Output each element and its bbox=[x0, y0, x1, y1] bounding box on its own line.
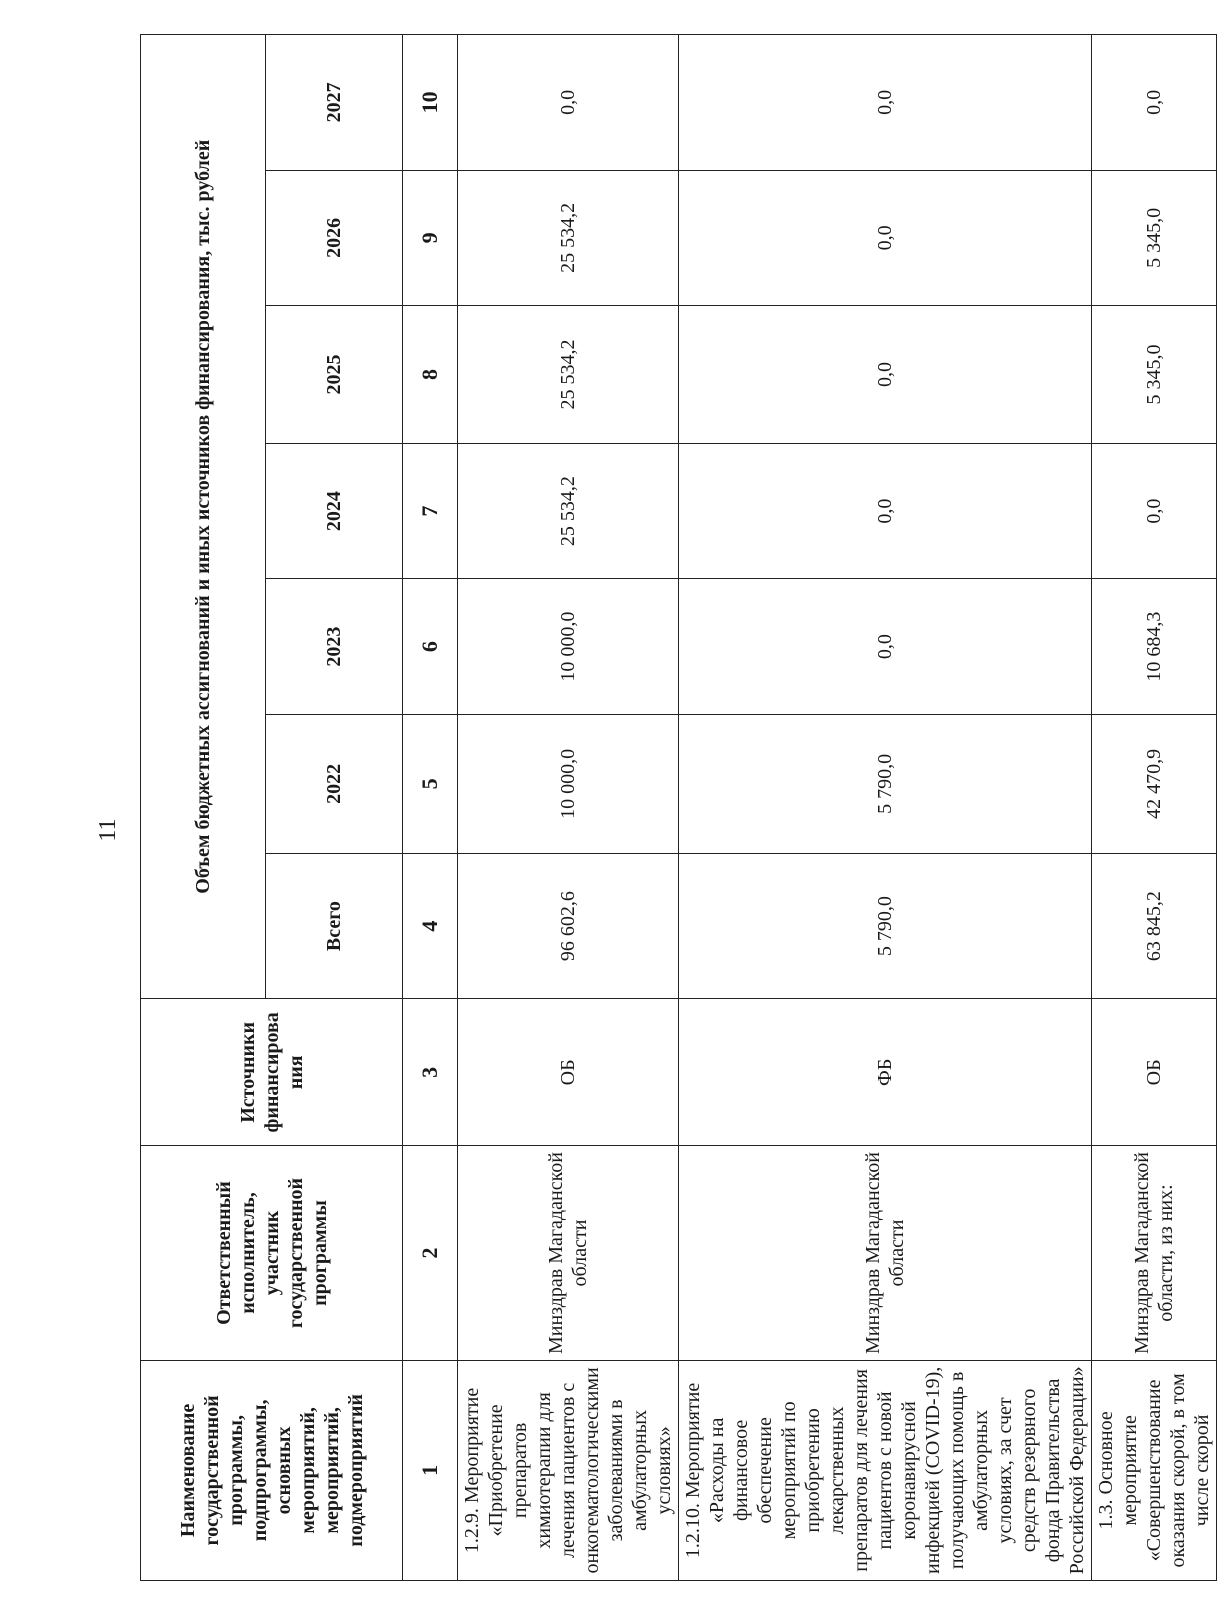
row-source: ОБ bbox=[458, 999, 679, 1146]
row-2022: 10 000,0 bbox=[458, 714, 679, 853]
column-number: 10 bbox=[403, 35, 458, 171]
column-number: 8 bbox=[403, 306, 458, 444]
financing-table bbox=[140, 34, 1217, 1581]
column-number-row bbox=[403, 35, 458, 1581]
header-row-1 bbox=[141, 35, 266, 1581]
row-2024: 0,0 bbox=[1092, 443, 1217, 579]
column-number: 7 bbox=[403, 443, 458, 579]
row-2027: 0,0 bbox=[679, 35, 1092, 171]
row-name: 1.3. Основное мероприятие «Совершенствование оказания скорой, в том числе скорой bbox=[1092, 1360, 1217, 1580]
page-number: 11 bbox=[95, 818, 121, 842]
column-number: 2 bbox=[403, 1146, 458, 1361]
row-2023: 10 684,3 bbox=[1092, 579, 1217, 715]
header-2023: 2023 bbox=[266, 579, 403, 715]
row-2025: 25 534,2 bbox=[458, 306, 679, 444]
header-2022: 2022 bbox=[266, 714, 403, 853]
column-number: 3 bbox=[403, 999, 458, 1146]
row-executor: Минздрав Магаданской области, из них: bbox=[1092, 1146, 1217, 1361]
row-total: 63 845,2 bbox=[1092, 853, 1217, 999]
row-executor: Минздрав Магаданской области bbox=[679, 1146, 1092, 1361]
row-2027: 0,0 bbox=[1092, 35, 1217, 171]
header-2027: 2027 bbox=[266, 35, 403, 171]
header-volume-group: Объем бюджетных ассигнований и иных источников финансирования, тыс. рублей bbox=[141, 35, 266, 999]
row-2026: 0,0 bbox=[679, 170, 1092, 306]
row-2026: 5 345,0 bbox=[1092, 170, 1217, 306]
table-row bbox=[1092, 35, 1217, 1581]
header-2024: 2024 bbox=[266, 443, 403, 579]
row-executor: Минздрав Магаданской области bbox=[458, 1146, 679, 1361]
row-name: 1.2.10. Мероприятие «Расходы на финансовое обеспечение мероприятий по приобретению лекарственных препаратов для лечения пациентов с новой коронавирусной инфекцией (COVID-19), получающих помощь в амбулаторных условиях, за счет средств резервного фонда Правительства Российской Федерации» bbox=[679, 1360, 1092, 1580]
header-2026: 2026 bbox=[266, 170, 403, 306]
row-2024: 25 534,2 bbox=[458, 443, 679, 579]
column-number: 9 bbox=[403, 170, 458, 306]
row-name: 1.2.9. Мероприятие «Приобретение препаратов химиотерапии для лечения пациентов с онкогематологическими заболеваниями в амбулаторных условиях» bbox=[458, 1360, 679, 1580]
row-2025: 5 345,0 bbox=[1092, 306, 1217, 444]
row-2022: 42 470,9 bbox=[1092, 714, 1217, 853]
row-total: 96 602,6 bbox=[458, 853, 679, 999]
table-row bbox=[679, 35, 1092, 1581]
table-row bbox=[458, 35, 679, 1581]
column-number: 5 bbox=[403, 714, 458, 853]
row-total: 5 790,0 bbox=[679, 853, 1092, 999]
header-name: Наименование государственной программы, подпрограммы, основных мероприятий, мероприятий, подмероприятий bbox=[141, 1360, 403, 1580]
header-total: Всего bbox=[266, 853, 403, 999]
row-2027: 0,0 bbox=[458, 35, 679, 171]
row-2026: 25 534,2 bbox=[458, 170, 679, 306]
header-executor: Ответственный исполнитель, участник государственной программы bbox=[141, 1146, 403, 1361]
row-source: ОБ bbox=[1092, 999, 1217, 1146]
row-2025: 0,0 bbox=[679, 306, 1092, 444]
header-source: Источники финансирова ния bbox=[141, 999, 403, 1146]
row-2024: 0,0 bbox=[679, 443, 1092, 579]
column-number: 1 bbox=[403, 1360, 458, 1580]
rotated-table-container bbox=[140, 34, 1213, 1581]
row-source: ФБ bbox=[679, 999, 1092, 1146]
row-2023: 10 000,0 bbox=[458, 579, 679, 715]
header-2025: 2025 bbox=[266, 306, 403, 444]
column-number: 6 bbox=[403, 579, 458, 715]
row-2022: 5 790,0 bbox=[679, 714, 1092, 853]
row-2023: 0,0 bbox=[679, 579, 1092, 715]
column-number: 4 bbox=[403, 853, 458, 999]
